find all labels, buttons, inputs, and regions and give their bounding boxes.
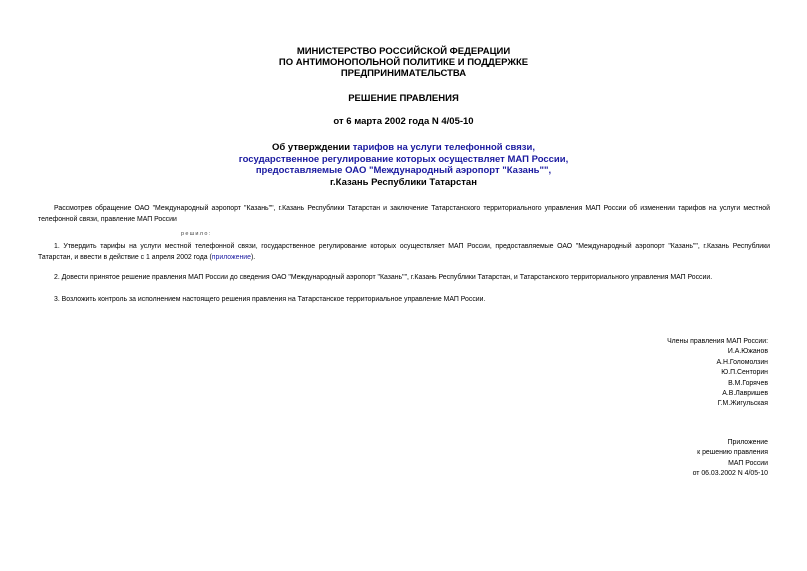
member-name: В.М.Горячев <box>728 379 768 387</box>
appendix-line: Приложение <box>727 439 768 446</box>
member-name: Ю.П.Сенторин <box>721 369 768 377</box>
appendix-header <box>693 438 768 480</box>
appendix-line: к решению правления <box>697 449 768 457</box>
item-1-end: ). <box>250 253 256 261</box>
appendix-link[interactable]: приложение <box>211 253 251 261</box>
ministry-header <box>0 46 807 79</box>
ministry-header-line: ПРЕДПРИНИМАТЕЛЬСТВА <box>340 68 467 79</box>
member-name: И.А.Южанов <box>727 348 768 356</box>
item-2-paragraph: 2. Довести принятое решение правления МАП России до сведения ОАО "Международный аэропорт "Казань"", г.Казань Республики Татарстан, и Татарстанского территориального управления МАП России. <box>54 274 713 281</box>
resolved-label: решило: <box>181 231 212 237</box>
board-members <box>667 337 768 410</box>
appendix-line: от 06.03.2002 N 4/05-10 <box>692 470 768 478</box>
subject-prefix: Об утверждении <box>271 142 353 153</box>
item-1-paragraph <box>38 242 770 263</box>
member-name: Г.М.Жигульская <box>717 400 768 408</box>
appendix-line: МАП России <box>728 459 768 467</box>
subject-line-4: г.Казань Республики Татарстан <box>330 176 477 188</box>
ministry-header-line: МИНИСТЕРСТВО РОССИЙСКОЙ ФЕДЕРАЦИИ <box>296 46 511 57</box>
member-name: А.В.Лавришев <box>722 390 768 398</box>
ministry-header-line: ПО АНТИМОНОПОЛЬНОЙ ПОЛИТИКЕ И ПОДДЕРЖКЕ <box>278 57 529 68</box>
decision-date: от 6 марта 2002 года N 4/05-10 <box>333 116 474 127</box>
subject-line-1 <box>0 142 807 154</box>
item-3-paragraph: 3. Возложить контроль за исполнением настоящего решения правления на Татарстанское территориальное управление МАП России. <box>54 296 486 303</box>
intro-paragraph: Рассмотрев обращение ОАО "Международный аэропорт "Казань"", г.Казань Республики Татарстан и заключение Татарстанского территориального управления МАП России об изменении тарифов на услуги местной телефонной связи, правление МАП России <box>38 205 770 223</box>
decision-title: РЕШЕНИЕ ПРАВЛЕНИЯ <box>348 93 459 104</box>
tariffs-link[interactable]: тарифов на услуги телефонной связи, <box>352 142 536 153</box>
member-name: А.Н.Голомолзин <box>716 358 768 366</box>
subject-line-3[interactable]: предоставляемые ОАО "Международный аэропорт "Казань"", <box>255 165 552 177</box>
item-1-text: 1. Утвердить тарифы на услуги местной телефонной связи, государственное регулирование которых осуществляет МАП России, предоставляемые ОАО "Международный аэропорт "Казань"", г.Казань Республики Татарстан, и ввести в действие с 1 апреля 2002 года ( <box>38 243 770 261</box>
document-subject <box>0 142 807 188</box>
members-heading: Члены правления МАП России: <box>667 338 768 345</box>
subject-line-2[interactable]: государственное регулирование которых осуществляет МАП России, <box>238 153 569 165</box>
